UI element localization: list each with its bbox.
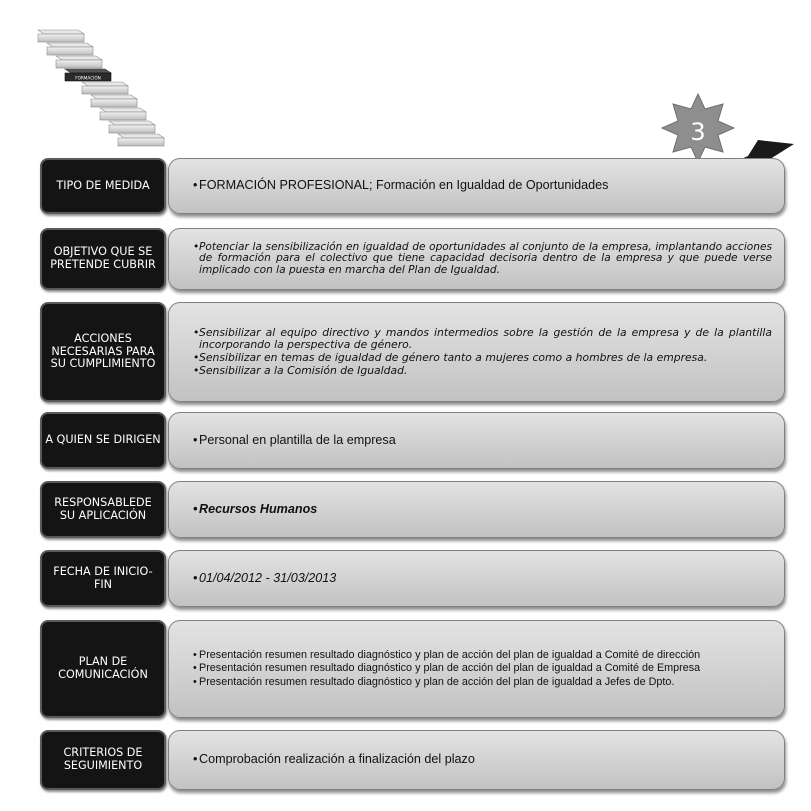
row-objetivo bbox=[40, 228, 785, 290]
row-label: RESPONSABLEDE SU APLICACIÓN bbox=[40, 481, 166, 538]
row-content bbox=[168, 620, 785, 718]
row-item: • 01/04/2012 - 31/03/2013 bbox=[199, 572, 772, 585]
step-6 bbox=[91, 95, 137, 107]
row-item: • Presentación resumen resultado diagnóstico y plan de acción del plan de igualdad a Comité de dirección bbox=[199, 650, 772, 661]
row-a-quien bbox=[40, 412, 785, 469]
row-content bbox=[168, 228, 785, 290]
row-item: • FORMACIÓN PROFESIONAL; Formación en Igualdad de Oportunidades bbox=[199, 179, 772, 192]
step-7 bbox=[100, 108, 146, 120]
row-tipo-medida bbox=[40, 158, 785, 214]
row-item: • Sensibilizar en temas de igualdad de género tanto a mujeres como a hombres de la empresa. bbox=[199, 352, 772, 363]
row-label: PLAN DE COMUNICACIÓN bbox=[40, 620, 166, 718]
row-acciones bbox=[40, 302, 785, 402]
step-9 bbox=[118, 134, 164, 146]
row-item: • Presentación resumen resultado diagnóstico y plan de acción del plan de igualdad a Comité de Empresa bbox=[199, 663, 772, 674]
step-5 bbox=[82, 82, 128, 94]
steps-graphic bbox=[0, 0, 200, 160]
row-plan-comunicacion bbox=[40, 620, 785, 718]
row-label: TIPO DE MEDIDA bbox=[40, 158, 166, 214]
row-content bbox=[168, 481, 785, 538]
row-item: • Potenciar la sensibilización en igualdad de oportunidades al conjunto de la empresa, implantando acciones de formación para el colectivo que tiene capacidad decisoria dentro de la empresa y que puede verse implicado con la puesta en marcha del Plan de Igualdad. bbox=[199, 242, 772, 275]
badge-number: 3 bbox=[690, 118, 706, 146]
row-label: OBJETIVO QUE SE PRETENDE CUBRIR bbox=[40, 228, 166, 290]
row-responsable bbox=[40, 481, 785, 538]
row-content bbox=[168, 730, 785, 790]
step-4-active bbox=[65, 69, 111, 81]
row-label: A QUIEN SE DIRIGEN bbox=[40, 412, 166, 469]
row-item: • Sensibilizar a la Comisión de Igualdad. bbox=[199, 365, 772, 376]
row-content bbox=[168, 158, 785, 214]
step-1 bbox=[38, 30, 84, 42]
row-content bbox=[168, 302, 785, 402]
row-label: CRITERIOS DE SEGUIMIENTO bbox=[40, 730, 166, 790]
row-label: FECHA DE INICIO-FIN bbox=[40, 550, 166, 607]
row-criterios bbox=[40, 730, 785, 790]
row-content bbox=[168, 412, 785, 469]
row-item: • Comprobación realización a finalización del plazo bbox=[199, 753, 772, 766]
step-8 bbox=[109, 121, 155, 133]
step-active-label: FORMACIÓN bbox=[75, 75, 101, 81]
row-item: • Personal en plantilla de la empresa bbox=[199, 434, 772, 447]
step-3 bbox=[56, 56, 102, 68]
row-item: • Recursos Humanos bbox=[199, 503, 772, 516]
step-2 bbox=[47, 43, 93, 55]
row-item: • Presentación resumen resultado diagnóstico y plan de acción del plan de igualdad a Jefes de Dpto. bbox=[199, 677, 772, 688]
row-label: ACCIONES NECESARIAS PARA SU CUMPLIMIENTO bbox=[40, 302, 166, 402]
row-content bbox=[168, 550, 785, 607]
row-fecha bbox=[40, 550, 785, 607]
row-item: • Sensibilizar al equipo directivo y mandos intermedios sobre la gestión de la empresa y de la plantilla incorporando la perspectiva de género. bbox=[199, 327, 772, 350]
